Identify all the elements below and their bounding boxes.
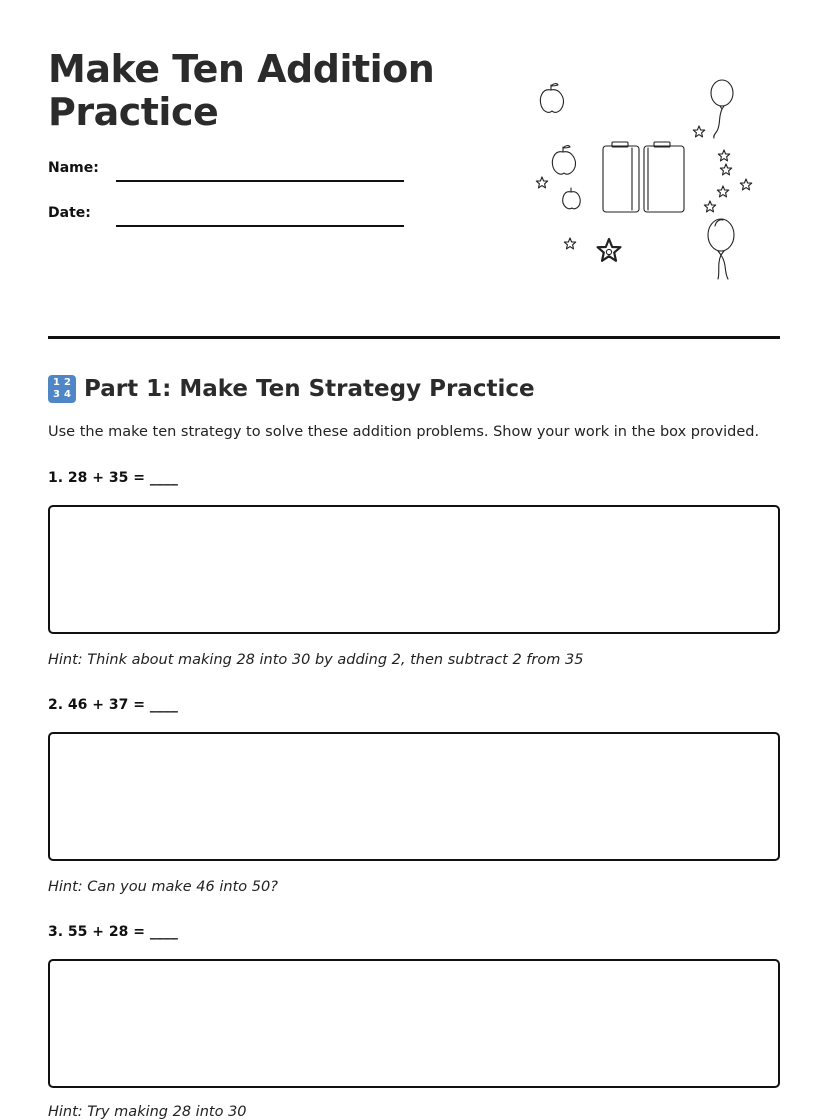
section-divider [48,336,780,339]
star-icon [720,164,731,175]
balloon-icon [708,219,734,279]
problem-label: 1. 28 + 35 = ____ [48,470,178,486]
name-field [48,160,408,184]
apple-icon [540,84,563,113]
worksheet-title: Make Ten Addition Practice [48,47,435,134]
balloon-icon [711,80,733,138]
star-icon [693,126,704,137]
section-title [48,373,535,405]
hint-text: Hint: Can you make 46 into 50? [48,879,278,895]
star-icon [740,179,751,190]
date-line[interactable] [116,225,404,227]
math-doodle-illustration [528,76,758,286]
battery-icon [603,142,639,212]
apple-icon [563,188,580,209]
work-box[interactable] [48,505,780,634]
problem-label: 3. 55 + 28 = ____ [48,924,178,940]
name-line[interactable] [116,180,404,182]
star-icon [718,150,729,161]
hint-text: Hint: Try making 28 into 30 [48,1104,247,1120]
star-icon [536,177,547,188]
star-icon [598,239,621,261]
name-label: Name: [48,160,99,176]
work-box[interactable] [48,959,780,1088]
star-icon [717,186,728,197]
star-icon [704,201,715,212]
date-field [48,205,408,229]
hint-text: Hint: Think about making 28 into 30 by adding 2, then subtract 2 from 35 [48,652,584,668]
instructions-text: Use the make ten strategy to solve these addition problems. Show your work in the box provided. [48,424,760,440]
star-icon [564,238,575,249]
apple-icon [552,146,575,175]
section-title-text: Part 1: Make Ten Strategy Practice [84,376,535,402]
battery-icon [644,142,684,212]
input-numbers-icon: 1 2 3 4 [48,375,76,403]
date-label: Date: [48,205,91,221]
problem-label: 2. 46 + 37 = ____ [48,697,178,713]
work-box[interactable] [48,732,780,861]
